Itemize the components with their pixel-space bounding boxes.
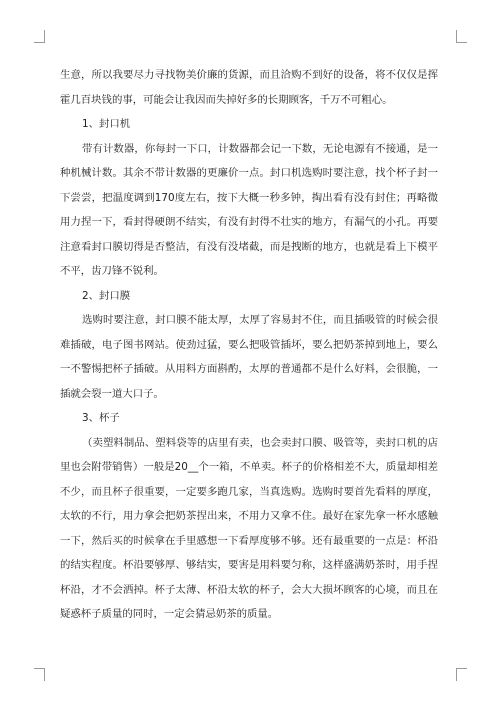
document-body: [60, 63, 438, 627]
paragraph-intro-continuation: 生意，所以我要尽力寻找物美价廉的货源，而且洽购不到好的设备，将不仅仅是挥霍几百块钱的事，可能会让我因而失掉好多的长期顾客，千万不可粗心。: [60, 69, 438, 106]
paragraph-sealing-film: 选购时要注意，封口膜不能太厚，太厚了容易封不住，而且插吸管的时候会很难插破，电子图书网站。使劲过猛，要么把吸管插坏，要么把奶茶掉到地上，要么一不警惕把杯子插破。从用料方面斟酌，太厚的普通都不是什么好料，会很脆，一插就会裂一道大口子。: [60, 314, 438, 400]
crop-mark-bottom-left: [34, 668, 45, 681]
section-heading-sealing-film: 2、封口膜: [82, 289, 131, 302]
paragraph-cups: （卖塑料制品、塑料袋等的店里有卖，也会卖封口膜、吸管等，卖封口机的店里也会附带销售）一般是20__个一箱，不单卖。杯子的价格相差不大，质量却相差不少，而且杯子很重要，一定要多跑几家，当真选购。选购时要首先看料的厚度，太软的不行，用力拿会把奶茶捏出来，不用力又拿不住。最好在家先拿一杯水感触一下，然后买的时候拿在手里感想一下看厚度够不够。还有最重要的一点是：杯沿的结实程度。杯沿要够厚、够结实，要害是用料要匀称，这样盛满奶茶时，用手捏杯沿，才不会洒掉。杯子太薄、杯沿太软的杯子，会大大损坏顾客的心境，而且在疑惑杯子质量的同时，一定会猜忌奶茶的质量。: [60, 436, 438, 620]
section-heading-cups: 3、杯子: [82, 412, 120, 424]
crop-mark-bottom-right: [456, 668, 467, 681]
paragraph-sealing-machine: 带有计数器，你每封一下口，计数器都会记一下数，无论电源有不接通，是一种机械计数。其余不带计数器的更廉价一点。封口机选购时要注意，找个杯子封一下尝尝，把温度调到170度左右，按下大概一秒多钟，掏出看有没有封住；再略微用力捏一下，看封得硬朗不结实，有没有封得不壮实的地方，有漏气的小孔。再要注意看封口膜切得是否整洁，有没有没堵截，而是拽断的地方，也就是看上下模平不平，齿刀锋不锐利。: [60, 142, 438, 277]
crop-mark-top-left: [34, 30, 45, 43]
section-heading-sealing-machine: 1、封口机: [82, 118, 131, 130]
crop-mark-top-right: [456, 30, 467, 43]
